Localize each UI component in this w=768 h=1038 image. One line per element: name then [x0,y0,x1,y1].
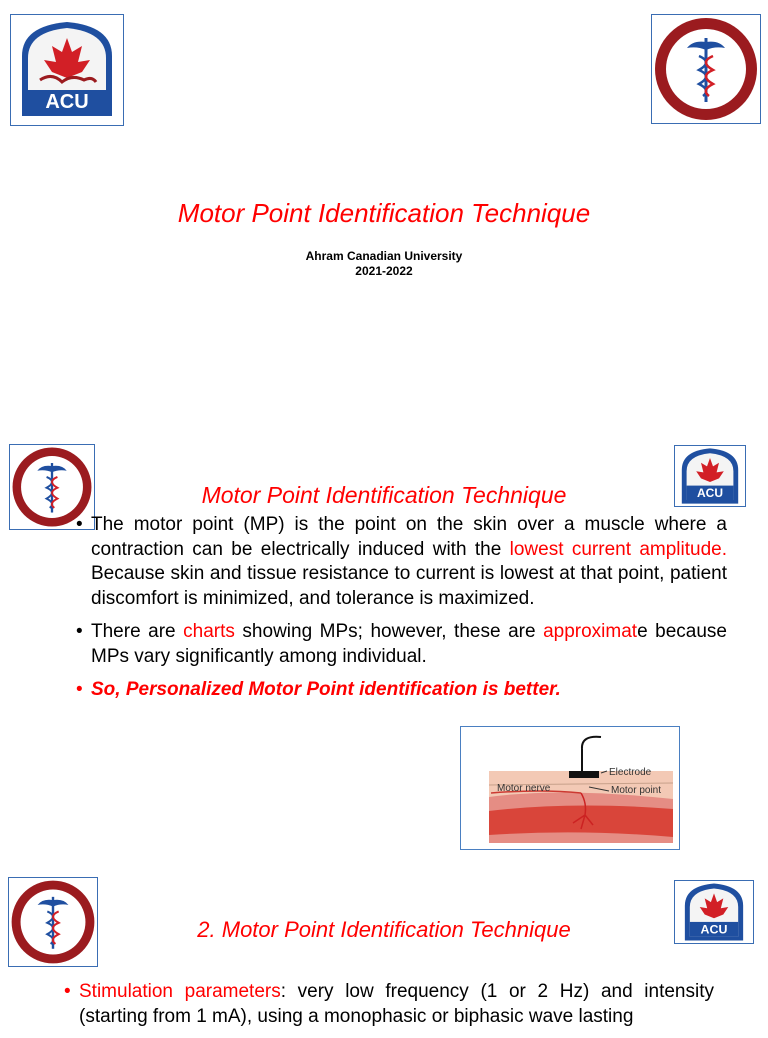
slide-2 [0,432,768,852]
bullet-text: Because skin and tissue resistance to current is lowest at that point, patient discomfort is minimized, and tolerance is maximized. [91,563,727,609]
acu-logo-text: ACU [697,486,723,500]
motor-nerve-label: Motor nerve [497,783,551,794]
acu-logo-icon [12,16,122,124]
academic-year: 2021-2022 [355,264,413,278]
physical-therapy-seal-icon [653,16,759,122]
bullet-text-emphasis: So, Personalized Motor Point identification is better. [91,679,561,700]
university-name: Ahram Canadian University [305,249,463,263]
bullet-text: There are [91,621,184,642]
slide-2-bullet-list [76,513,727,712]
bullet-text: e because MPs vary significantly among individual. [91,621,727,667]
acu-logo-text: ACU [45,91,89,113]
slide-3-bullet-list [64,980,714,1038]
bullet-text: The motor point (MP) is the point on the skin over a muscle where a contraction can be electrically induced with the [91,514,727,560]
slide-3-title: 2. Motor Point Identification Technique [197,917,571,942]
bullet-text: showing MPs; however, these are [234,621,544,642]
bullet-motor-point-definition [76,513,727,611]
motor-point-label: Motor point [611,785,662,796]
highlight-approximat: approximat [543,621,638,642]
slide-2-title: Motor Point Identification Technique [201,482,567,508]
highlight-stimulation-parameters: Stimulation parameters [79,981,281,1002]
slide-3 [0,864,768,1027]
slide-1-title: Motor Point Identification Technique [177,198,591,228]
slide-1 [0,0,768,400]
motor-point-figure [460,726,680,850]
acu-logo-text: ACU [700,922,728,937]
highlight-charts: charts [183,621,235,642]
bullet-personalized [76,678,727,703]
physical-therapy-logo-right [651,14,761,124]
bullet-stimulation-parameters [64,980,714,1029]
acu-logo-left [10,14,124,126]
highlight-lowest-current: lowest current amplitude. [509,538,727,560]
electrode-label: Electrode [609,767,652,778]
bullet-text: : very low frequency (1 or 2 Hz) and intensity (starting from 1 mA), using a monophasic or biphasic wave lasting [79,981,714,1027]
bullet-charts [76,620,727,669]
motor-point-diagram [461,727,678,848]
